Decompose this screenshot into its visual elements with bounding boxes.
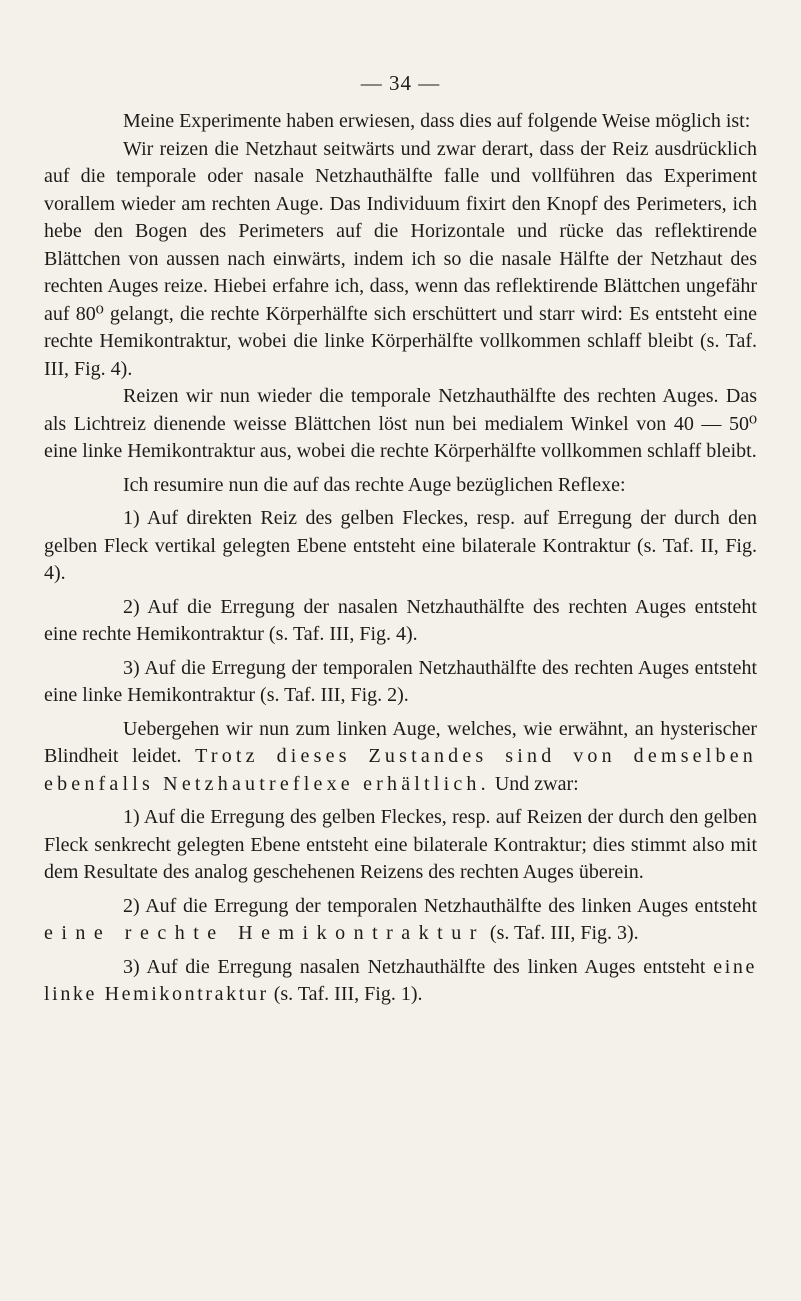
paragraph-intro: Meine Experimente haben erwiesen, dass dies auf folgende Weise möglich ist:	[123, 110, 751, 132]
paragraph-experiment-nasal: Wir reizen die Netzhaut seitwärts und zwar derart, dass der Reiz ausdrücklich auf die temporale oder nasale Netzhauthälfte falle und vollführen das Experiment vorallem wieder am rechten Auge. Das Individuum fixirt den Knopf des Perimeters, ich hebe den Bogen des Perimeters auf die Horizontale und rücke das reflektirende Blättchen von aussen nach einwärts, indem ich so die nasale Hälfte der Netzhaut des rechten Auges reize. Hiebei erfahre ich, dass, wenn das reflektirende Blättchen ungefähr auf 80⁰ gelangt, die rechte Körperhälfte sich erschüttert und starr wird: Es entsteht eine rechte Hemikontraktur, wobei die linke Körperhälfte vollkommen schlaff bleibt (s. Taf. III, Fig. 4).	[44, 137, 757, 380]
left-3-reference: (s. Taf. III, Fig. 1).	[273, 983, 423, 1005]
left-3-text: 3) Auf die Erregung nasalen Netzhauthälfte des linken Auges entsteht	[123, 955, 706, 978]
left-2-emphasis: eine rechte Hemikontraktur	[44, 922, 485, 944]
page-number: — 34 —	[360, 71, 441, 95]
left-eye-text: Uebergehen wir nun zum linken Auge, welches, wie erwähnt, an hysterischer Blindheit leidet.	[44, 717, 757, 767]
paragraph-summary-right-eye: Ich resumire nun die auf das rechte Auge bezüglichen Reflexe:	[123, 473, 626, 496]
left-eye-text-end: Und zwar:	[494, 772, 579, 795]
left-3-emphasis: eine linke Hemikontraktur	[44, 955, 757, 1005]
list-item-right-3: 3) Auf die Erregung der temporalen Netzhauthälfte des rechten Auges entsteht eine linke Hemikontraktur (s. Taf. III, Fig. 2).	[44, 656, 757, 706]
list-item-left-1: 1) Auf die Erregung des gelben Fleckes, resp. auf Reizen der durch den gelben Fleck senkrecht gelegten Ebene entsteht eine bilaterale Kontraktur; dies stimmt also mit dem Resultate des analog geschehenen Reizens des rechten Auges überein.	[44, 806, 757, 883]
list-item-left-2	[44, 893, 757, 948]
paragraph-experiment-temporal: Reizen wir nun wieder die temporale Netzhauthälfte des rechten Auges. Das als Lichtreiz dienende weisse Blättchen löst nun bei medialem Winkel von 40 — 50⁰ eine linke Hemikontraktur aus, wobei die rechte Körperhälfte vollkommen schlaff bleibt.	[44, 385, 757, 462]
left-2-text: 2) Auf die Erregung der temporalen Netzhauthälfte des linken Auges entsteht	[123, 894, 757, 917]
left-eye-emphasis: Trotz dieses Zustandes sind von demselben ebenfalls Netzhautreflexe erhältlich.	[44, 745, 757, 795]
list-item-right-1: 1) Auf direkten Reiz des gelben Fleckes, resp. auf Erregung der durch den gelben Fleck vertikal gelegten Ebene entsteht eine bilaterale Kontraktur (s. Taf. II, Fig. 4).	[44, 507, 757, 584]
paragraph-left-eye	[44, 716, 757, 799]
list-item-left-3	[44, 954, 757, 1009]
left-2-reference: (s. Taf. III, Fig. 3).	[489, 922, 639, 944]
body-text	[44, 108, 757, 1009]
list-item-right-2: 2) Auf die Erregung der nasalen Netzhauthälfte des rechten Auges entsteht eine rechte Hemikontraktur (s. Taf. III, Fig. 4).	[44, 595, 757, 645]
